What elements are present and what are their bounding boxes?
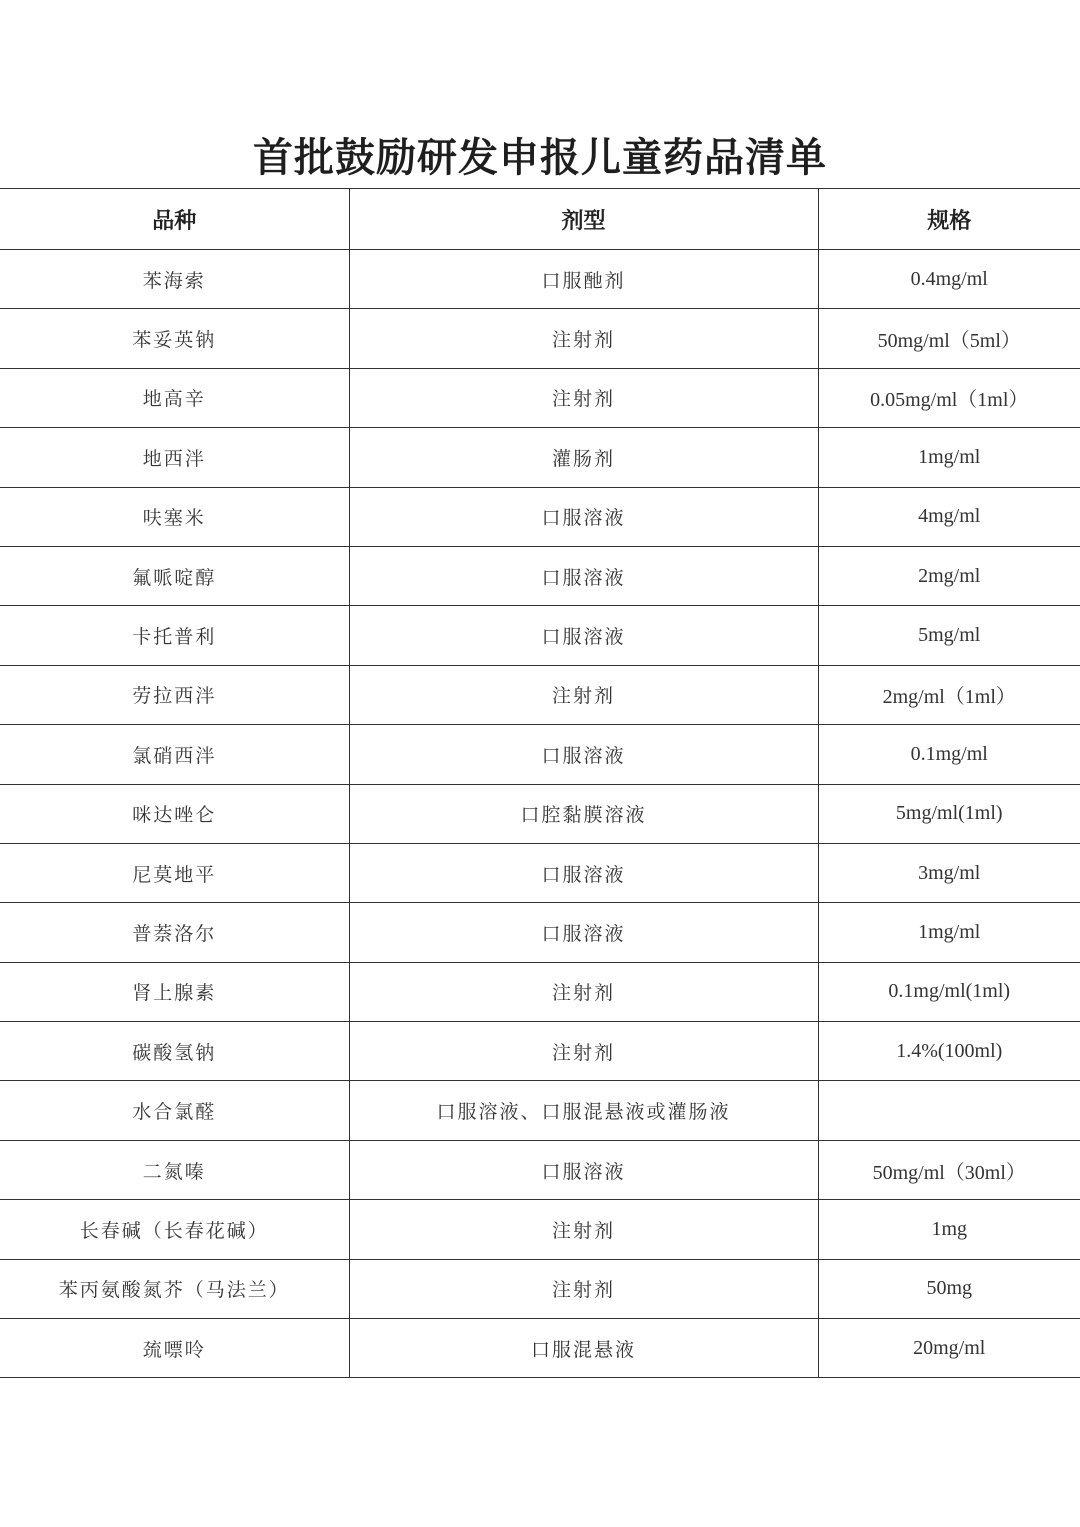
drug-name: 地西泮 — [0, 428, 349, 487]
table-row — [0, 962, 1080, 1021]
header-specification: 规格 — [818, 189, 1080, 250]
drug-name: 巯嘌呤 — [0, 1319, 349, 1378]
dosage-form: 口服溶液 — [349, 725, 818, 784]
specification: 0.4mg/ml — [818, 250, 1080, 309]
specification: 1mg — [818, 1200, 1080, 1259]
specification: 1mg/ml — [818, 903, 1080, 962]
specification: 50mg/ml（5ml） — [818, 309, 1080, 368]
dosage-form: 口腔黏膜溶液 — [349, 784, 818, 843]
drug-name: 二氮嗪 — [0, 1140, 349, 1199]
table-row — [0, 1081, 1080, 1140]
dosage-form: 口服溶液、口服混悬液或灌肠液 — [349, 1081, 818, 1140]
specification: 0.05mg/ml（1ml） — [818, 368, 1080, 427]
drug-name: 呋塞米 — [0, 487, 349, 546]
dosage-form: 口服混悬液 — [349, 1319, 818, 1378]
drug-name: 碳酸氢钠 — [0, 1022, 349, 1081]
table-row — [0, 1259, 1080, 1318]
dosage-form: 注射剂 — [349, 1022, 818, 1081]
specification: 2mg/ml — [818, 546, 1080, 605]
drug-name: 氟哌啶醇 — [0, 546, 349, 605]
drug-name: 氯硝西泮 — [0, 725, 349, 784]
specification: 1mg/ml — [818, 428, 1080, 487]
drug-name: 普萘洛尔 — [0, 903, 349, 962]
dosage-form: 灌肠剂 — [349, 428, 818, 487]
specification: 20mg/ml — [818, 1319, 1080, 1378]
specification: 5mg/ml — [818, 606, 1080, 665]
table-row — [0, 487, 1080, 546]
drug-name: 卡托普利 — [0, 606, 349, 665]
specification: 5mg/ml(1ml) — [818, 784, 1080, 843]
specification: 4mg/ml — [818, 487, 1080, 546]
specification: 0.1mg/ml — [818, 725, 1080, 784]
drug-name: 苯丙氨酸氮芥（马法兰） — [0, 1259, 349, 1318]
specification: 1.4%(100ml) — [818, 1022, 1080, 1081]
dosage-form: 注射剂 — [349, 962, 818, 1021]
dosage-form: 口服溶液 — [349, 1140, 818, 1199]
dosage-form: 口服溶液 — [349, 487, 818, 546]
table-row — [0, 1022, 1080, 1081]
table-row — [0, 546, 1080, 605]
drug-name: 肾上腺素 — [0, 962, 349, 1021]
table-row — [0, 665, 1080, 724]
drug-name: 苯海索 — [0, 250, 349, 309]
table-row — [0, 309, 1080, 368]
table-row — [0, 784, 1080, 843]
drug-name: 咪达唑仑 — [0, 784, 349, 843]
dosage-form: 注射剂 — [349, 309, 818, 368]
dosage-form: 注射剂 — [349, 1200, 818, 1259]
table-row — [0, 843, 1080, 902]
dosage-form: 口服溶液 — [349, 843, 818, 902]
dosage-form: 注射剂 — [349, 1259, 818, 1318]
specification: 50mg/ml（30ml） — [818, 1140, 1080, 1199]
dosage-form: 口服酏剂 — [349, 250, 818, 309]
header-variety: 品种 — [0, 189, 349, 250]
table-row — [0, 1200, 1080, 1259]
dosage-form: 口服溶液 — [349, 546, 818, 605]
specification: 50mg — [818, 1259, 1080, 1318]
drug-name: 劳拉西泮 — [0, 665, 349, 724]
drug-name: 水合氯醛 — [0, 1081, 349, 1140]
table-header-row — [0, 189, 1080, 250]
specification: 2mg/ml（1ml） — [818, 665, 1080, 724]
specification — [818, 1081, 1080, 1140]
drug-name: 苯妥英钠 — [0, 309, 349, 368]
table-row — [0, 368, 1080, 427]
table-row — [0, 250, 1080, 309]
drug-list-table — [0, 188, 1080, 1378]
dosage-form: 注射剂 — [349, 368, 818, 427]
specification: 3mg/ml — [818, 843, 1080, 902]
dosage-form: 口服溶液 — [349, 606, 818, 665]
page-title: 首批鼓励研发申报儿童药品清单 — [253, 134, 827, 181]
table-row — [0, 606, 1080, 665]
dosage-form: 注射剂 — [349, 665, 818, 724]
header-dosage-form: 剂型 — [349, 189, 818, 250]
table-row — [0, 1319, 1080, 1378]
table-row — [0, 725, 1080, 784]
drug-name: 长春碱（长春花碱） — [0, 1200, 349, 1259]
table-row — [0, 1140, 1080, 1199]
specification: 0.1mg/ml(1ml) — [818, 962, 1080, 1021]
drug-name: 地高辛 — [0, 368, 349, 427]
table-row — [0, 428, 1080, 487]
drug-name: 尼莫地平 — [0, 843, 349, 902]
table-row — [0, 903, 1080, 962]
dosage-form: 口服溶液 — [349, 903, 818, 962]
